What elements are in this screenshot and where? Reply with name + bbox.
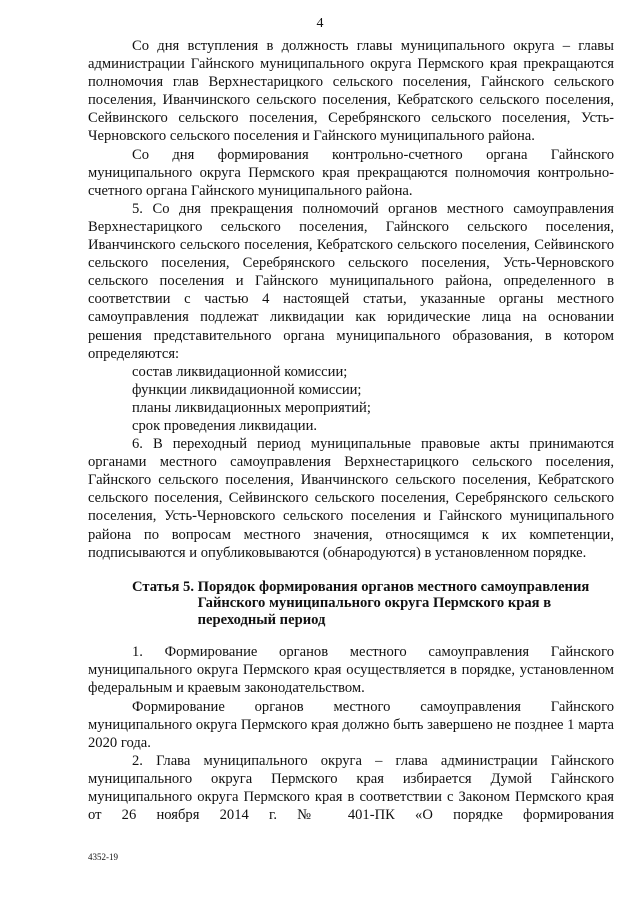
document-body [88, 37, 614, 824]
list-item: планы ликвидационных мероприятий; [132, 399, 371, 416]
liquidation-list [88, 363, 614, 435]
list-item: срок проведения ликвидации. [132, 417, 318, 434]
page-number: 4 [316, 16, 324, 31]
list-item: состав ликвидационной комиссии; [132, 363, 348, 380]
paragraph: Со дня вступления в должность главы муниципального округа – главы администрации Гайнского муниципального округа Пермского края прекращаются полномочия глав Верхнестарицкого сельского поселения, Гайнского сельского поселения, Иванчинского сельского поселения, Кебратского сельского поселения, Сейвинского сельского поселения, Серебрянского сельского поселения, Усть-Черновского сельского поселения и Гайнского муниципального района. [88, 38, 614, 145]
list-item: функции ликвидационной комиссии; [132, 381, 362, 398]
document-code: 4352-19 [88, 852, 118, 862]
paragraph: Со дня формирования контрольно-счетного органа Гайнского муниципального округа Пермского края прекращаются полномочия контрольно-счетного органа Гайнского муниципального района. [88, 146, 614, 199]
paragraph: Формирование органов местного самоуправления Гайнского муниципального округа Пермского края должно быть завершено не позднее 1 марта 2020 года. [88, 698, 614, 751]
paragraph: 6. В переходный период муниципальные правовые акты принимаются органами местного самоуправления Верхнестарицкого сельского поселения, Гайнского сельского поселения, Иванчинского сельского поселения, Кебратского сельского поселения, Сейвинского сельского поселения, Серебрянского сельского поселения, Усть-Черновского сельского поселения и Гайнского муниципального района по вопросам местного значения, относящимся к их компетенции, подписываются и опубликовываются (обнародуются) в установленном порядке. [88, 436, 614, 561]
paragraph: 1. Формирование органов местного самоуправления Гайнского муниципального округа Пермского края осуществляется в порядке, установленном федеральным и краевым законодательством. [88, 644, 614, 697]
article-number: Статья 5. [132, 578, 198, 595]
paragraph: 2. Глава муниципального округа – глава администрации Гайнского муниципального округа Пермского края избирается Думой Гайнского муниципального округа Пермского края в соответствии с Законом Пермского края от 26 ноября 2014 г. № 401-ПК «О порядке формирования [88, 752, 614, 824]
article-heading [88, 579, 614, 629]
article-title: Порядок формирования органов местного самоуправления Гайнского муниципального округа Пермского края в переходный период [197, 578, 590, 628]
paragraph: 5. Со дня прекращения полномочий органов местного самоуправления Верхнестарицкого сельского поселения, Гайнского сельского поселения, Иванчинского сельского поселения, Кебратского сельского поселения, Сейвинского сельского поселения, Серебрянского сельского поселения, Усть-Черновского сельского поселения и Гайнского муниципального района, определенного в соответствии с частью 4 настоящей статьи, указанные органы местного самоуправления подлежат ликвидации как юридические лица на основании решения представительного органа муниципального образования, в котором определяются: [88, 200, 614, 362]
